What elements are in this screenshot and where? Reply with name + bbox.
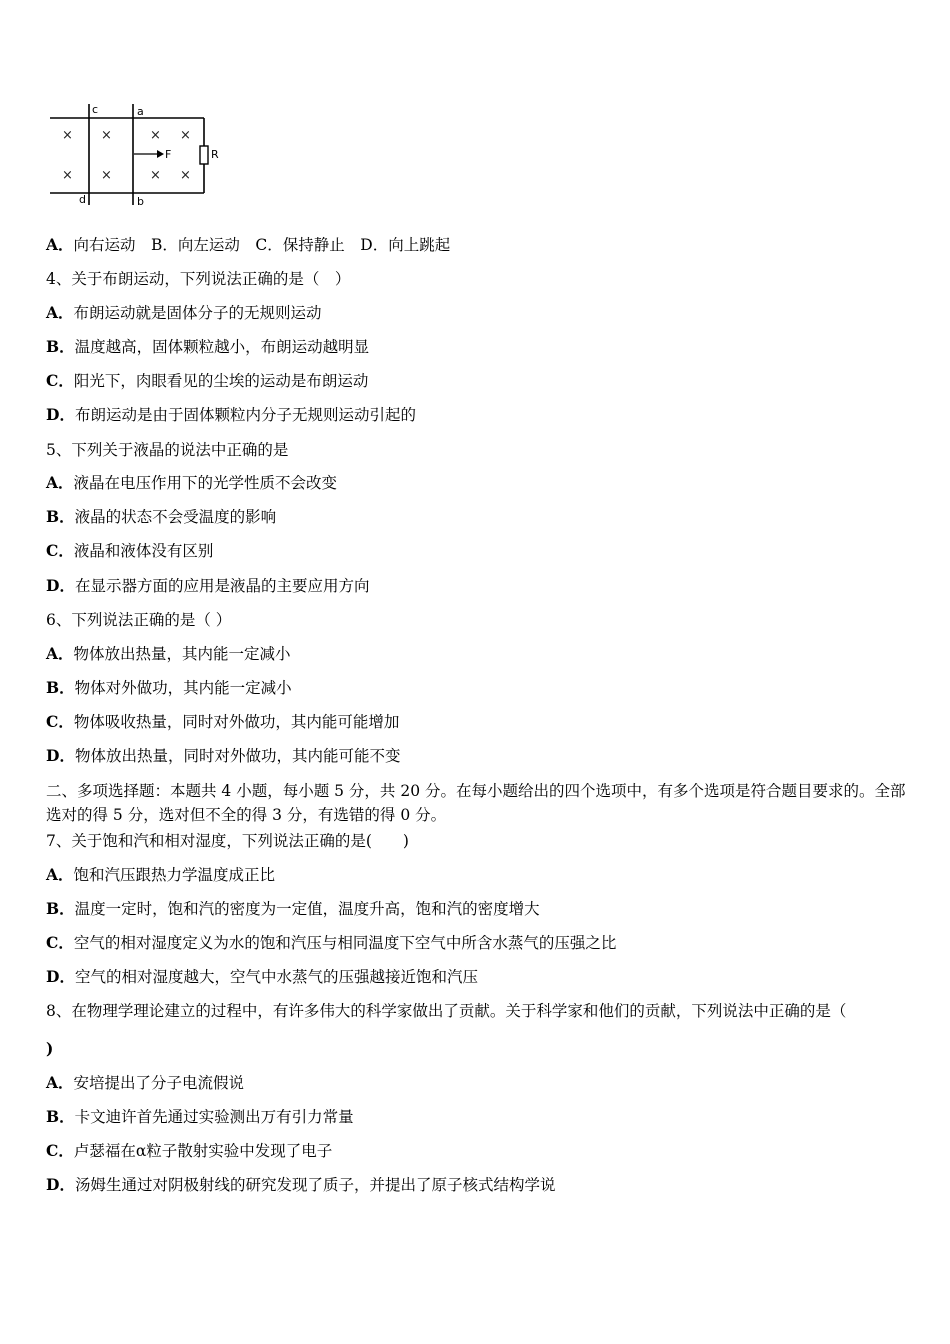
label-b: b — [137, 195, 144, 208]
resistor-r — [200, 146, 208, 164]
q8-stem-end: ) — [46, 1039, 54, 1058]
field-cross: × — [150, 128, 161, 143]
q5-option-c: C．液晶和液体没有区别 — [46, 541, 214, 560]
q6-stem: 6、下列说法正确的是（ ） — [46, 611, 232, 629]
q8-option-b: B．卡文迪许首先通过实验测出万有引力常量 — [46, 1107, 354, 1126]
field-cross: × — [150, 168, 161, 183]
q5-option-b: B．液晶的状态不会受温度的影响 — [46, 507, 277, 526]
field-cross: × — [101, 128, 112, 143]
field-cross: × — [101, 168, 112, 183]
q8-option-c: C．卢瑟福在α粒子散射实验中发现了电子 — [46, 1141, 333, 1160]
section-2-heading: 二、多项选择题：本题共 4 小题，每小题 5 分，共 20 分。在每小题给出的四个选项中，有多个选项是符合题目要求的。全部选对的得 5 分，选对但不全的得 3 分，有选错的得 0 分。 — [46, 782, 906, 824]
q8-option-a: A．安培提出了分子电流假说 — [46, 1073, 245, 1092]
q4-option-d: D．布朗运动是由于固体颗粒内分子无规则运动引起的 — [46, 405, 416, 424]
q5-stem: 5、下列关于液晶的说法中正确的是 — [46, 441, 289, 459]
q6-option-a: A．物体放出热量，其内能一定减小 — [46, 644, 291, 663]
q7-option-a: A．饱和汽压跟热力学温度成正比 — [46, 865, 276, 884]
q6-option-c: C．物体吸收热量，同时对外做功，其内能可能增加 — [46, 712, 400, 731]
q3-options: A．向右运动 B．向左运动 C．保持静止 D．向上跳起 — [46, 235, 451, 254]
q4-option-b: B．温度越高，固体颗粒越小，布朗运动越明显 — [46, 337, 370, 356]
q6-option-d: D．物体放出热量，同时对外做功，其内能可能不变 — [46, 746, 401, 765]
q7-stem: 7、关于饱和汽和相对湿度，下列说法正确的是( ) — [46, 832, 409, 850]
q4-option-a: A．布朗运动就是固体分子的无规则运动 — [46, 303, 322, 322]
q5-option-a: A．液晶在电压作用下的光学性质不会改变 — [46, 473, 338, 492]
label-r: R — [211, 148, 219, 161]
circuit-figure — [44, 100, 229, 210]
q5-option-d: D．在显示器方面的应用是液晶的主要应用方向 — [46, 576, 370, 595]
q4-option-c: C．阳光下，肉眼看见的尘埃的运动是布朗运动 — [46, 371, 369, 390]
label-a: a — [137, 105, 144, 118]
field-cross: × — [62, 128, 73, 143]
field-cross: × — [180, 128, 191, 143]
label-f: F — [165, 148, 172, 161]
field-cross: × — [62, 168, 73, 183]
label-d: d — [79, 193, 86, 206]
label-c: c — [92, 103, 99, 116]
field-cross: × — [180, 168, 191, 183]
q8-option-d: D．汤姆生通过对阴极射线的研究发现了质子，并提出了原子核式结构学说 — [46, 1175, 556, 1194]
q7-option-d: D．空气的相对湿度越大，空气中水蒸气的压强越接近饱和汽压 — [46, 967, 478, 986]
q7-option-c: C．空气的相对湿度定义为水的饱和汽压与相同温度下空气中所含水蒸气的压强之比 — [46, 933, 617, 952]
q8-stem: 8、在物理学理论建立的过程中，有许多伟大的科学家做出了贡献。关于科学家和他们的贡献，下列说法中正确的是（ — [46, 1002, 847, 1020]
q6-option-b: B．物体对外做功，其内能一定减小 — [46, 678, 292, 697]
q4-stem: 4、关于布朗运动，下列说法正确的是（ ） — [46, 270, 351, 288]
q7-option-b: B．温度一定时，饱和汽的密度为一定值，温度升高，饱和汽的密度增大 — [46, 899, 540, 918]
